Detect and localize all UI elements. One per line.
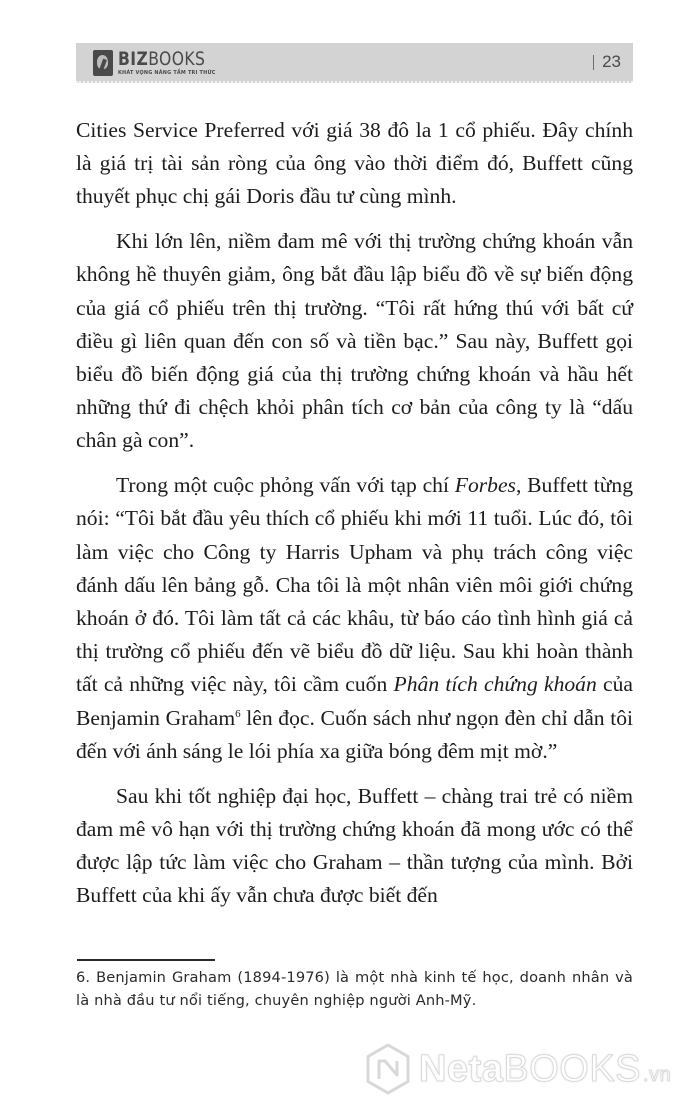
paragraph: Sau khi tốt nghiệp đại học, Buffett – chàng trai trẻ có niềm đam mê vô hạn với thị trường chứng khoán đã mong ước có thể được lập tức làm việc cho Graham – thần tượng của mình. Bởi Buffett của khi ấy vẫn chưa được biết đến xyxy=(76,783,633,908)
running-header xyxy=(76,43,633,83)
paragraph-text: Trong một cuộc phỏng vấn với tạp chí xyxy=(116,473,455,498)
page-number-separator xyxy=(593,55,595,70)
netabooks-hexagon-icon xyxy=(365,1043,411,1095)
publisher-logo xyxy=(93,48,224,78)
brand-name xyxy=(118,47,206,70)
brand-text xyxy=(118,47,224,77)
watermark-text xyxy=(419,1050,671,1088)
footnote-reference[interactable]: 6 xyxy=(235,707,241,720)
magazine-title: Forbes xyxy=(454,473,516,498)
brand-name-bold: BIZ xyxy=(118,47,149,70)
footnote: 6. Benjamin Graham (1894-1976) là một nhà kinh tế học, doanh nhân và là nhà đầu tư nổi tiếng, chuyên nghiệp người Anh-Mỹ. xyxy=(76,969,633,1009)
page-number-value: 23 xyxy=(602,52,621,71)
footnote-divider xyxy=(77,959,215,961)
paragraph-text: lên đọc. Cuốn sách như ngọn đèn chỉ dẫn tôi đến với ánh sáng le lói phía xa giữa bóng đêm mịt mờ.” xyxy=(76,705,634,763)
netabooks-watermark xyxy=(365,1043,671,1095)
watermark-name-light: BOOKS xyxy=(503,1048,642,1090)
paragraph: Khi lớn lên, niềm đam mê với thị trường chứng khoán vẫn không hề thuyên giảm, ông bắt đầu lập biểu đồ về sự biến động của giá cổ phiếu trên thị trường. “Tôi rất hứng thú với bất cứ điều gì liên quan đến con số và tiền bạc.” Sau này, Buffett gọi biểu đồ biến động giá của thị trường chứng khoán và hầu hết những thứ đi chệch khỏi phân tích cơ bản của công ty là “dấu chân gà con”. xyxy=(76,229,633,453)
bizbooks-emblem-icon xyxy=(93,50,113,76)
brand-tagline: KHÁT VỌNG NÂNG TẦM TRI THỨC xyxy=(118,69,216,76)
watermark-name-bold: Neta xyxy=(419,1048,504,1090)
paragraph-text: , Buffett từng nói: “Tôi bắt đầu yêu thích cổ phiếu khi mới 11 tuổi. Lúc đó, tôi làm việc cho Công ty Harris Upham và phụ trách công việc đánh dấu lên bảng gỗ. Cha tôi là một nhân viên môi giới chứng khoán ở đó. Tôi làm tất cả các khâu, từ báo cáo tình hình giá cả thị trường cổ phiếu đến vẽ biểu đồ dữ liệu. Sau khi hoàn thành tất cả những việc này, tôi cầm cuốn xyxy=(76,473,633,697)
brand-name-light: BOOKS xyxy=(148,47,206,70)
paragraph-text: của Benjamin Graham xyxy=(76,672,633,730)
paragraph: Cities Service Preferred với giá 38 đô la 1 cổ phiếu. Đây chính là giá trị tài sản ròng của ông vào thời điểm đó, Buffett cũng thuyết phục chị gái Doris đầu tư cùng mình. xyxy=(76,118,633,209)
watermark-tld: .vn xyxy=(643,1064,672,1086)
page-number xyxy=(593,52,621,72)
paragraph xyxy=(76,469,633,768)
body-text xyxy=(76,114,633,924)
book-title: Phân tích chứng khoán xyxy=(393,672,597,697)
